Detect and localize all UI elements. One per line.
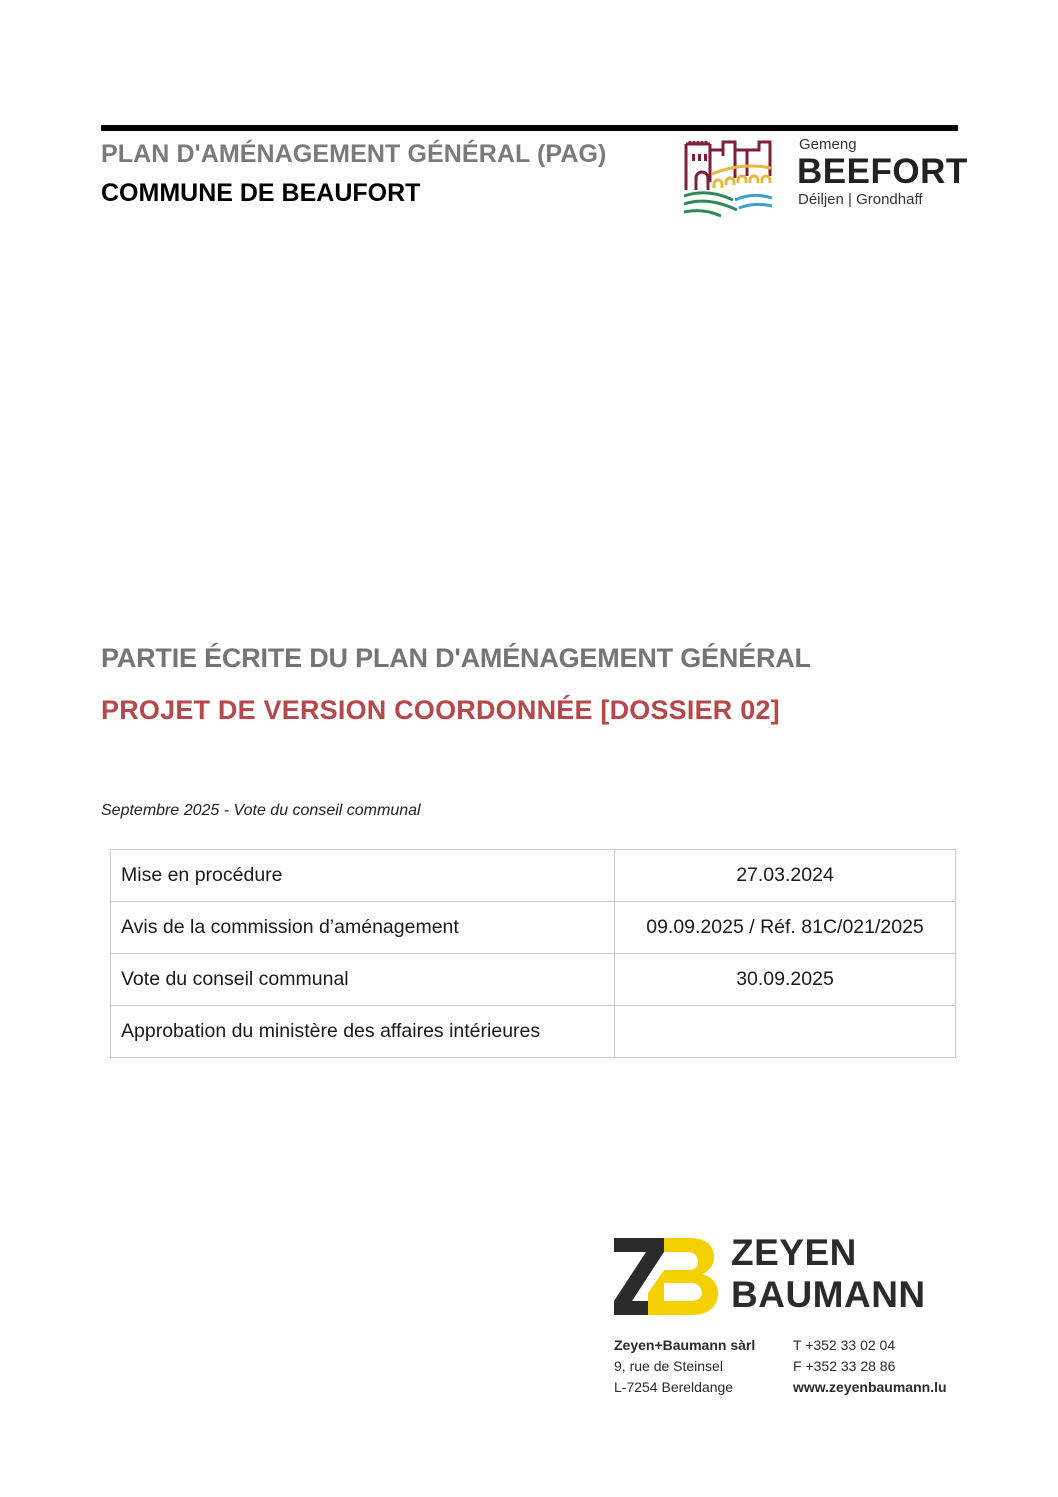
firm-contact	[793, 1335, 947, 1398]
procedure-step-label: Vote du conseil communal	[111, 954, 615, 1006]
header-rule	[101, 125, 958, 131]
firm-street: 9, rue de Steinsel	[614, 1358, 723, 1374]
zb-monogram-icon	[614, 1238, 718, 1315]
firm-address	[614, 1335, 755, 1398]
procedure-table	[110, 849, 956, 1058]
procedure-step-value: 30.09.2025	[615, 954, 956, 1006]
firm-website-link[interactable]: www.zeyenbaumann.lu	[793, 1379, 947, 1395]
table-row	[111, 850, 956, 902]
plan-heading: PLAN D'AMÉNAGEMENT GÉNÉRAL (PAG)	[101, 140, 607, 168]
commune-logo-text	[797, 136, 968, 210]
document-date-line: Septembre 2025 - Vote du conseil communal	[101, 802, 421, 819]
procedure-step-label: Approbation du ministère des affaires intérieures	[111, 1006, 615, 1058]
commune-logo-name: BEEFORT	[797, 152, 968, 191]
procedure-step-label: Avis de la commission d’aménagement	[111, 902, 615, 954]
table-row	[111, 954, 956, 1006]
procedure-step-value: 27.03.2024	[615, 850, 956, 902]
firm-name-line2: BAUMANN	[731, 1274, 926, 1315]
document-subtitle: PROJET DE VERSION COORDONNÉE [DOSSIER 02]	[101, 695, 780, 725]
procedure-step-label: Mise en procédure	[111, 850, 615, 902]
commune-heading: COMMUNE DE BEAUFORT	[101, 179, 421, 207]
firm-city: L-7254 Bereldange	[614, 1379, 734, 1395]
procedure-step-value: 09.09.2025 / Réf. 81C/021/2025	[615, 902, 956, 954]
commune-logo-top-label: Gemeng	[799, 136, 857, 153]
document-title: PARTIE ÉCRITE DU PLAN D'AMÉNAGEMENT GÉNÉRAL	[101, 643, 811, 673]
firm-name-line1: ZEYEN	[731, 1232, 857, 1273]
procedure-step-value	[615, 1006, 956, 1058]
firm-name	[731, 1232, 926, 1316]
firm-fax: F +352 33 28 86	[793, 1358, 896, 1374]
castle-bridge-landscape-icon	[683, 138, 773, 218]
table-row	[111, 1006, 956, 1058]
firm-phone: T +352 33 02 04	[793, 1337, 896, 1353]
firm-company: Zeyen+Baumann sàrl	[614, 1337, 756, 1353]
commune-logo-subtitle: Déiljen | Grondhaff	[798, 191, 923, 208]
table-row	[111, 902, 956, 954]
